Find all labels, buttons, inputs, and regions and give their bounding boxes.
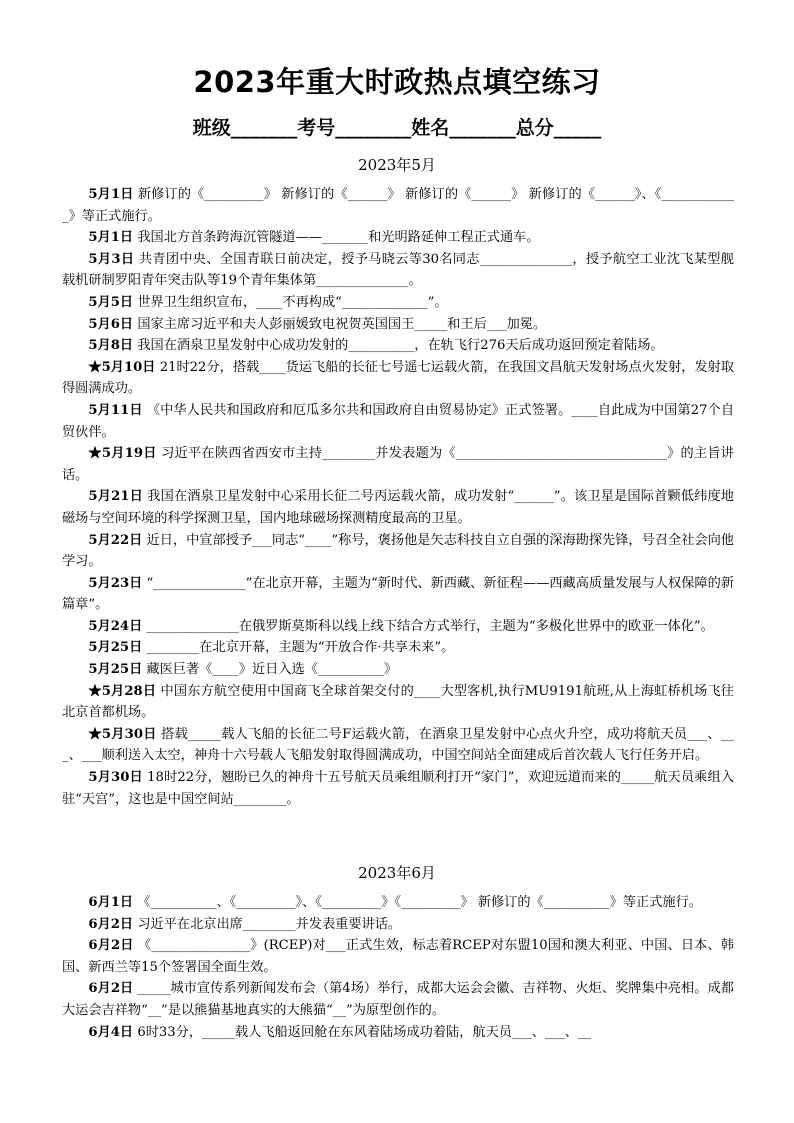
entry-item <box>62 184 734 227</box>
entry-date: 6月2日 <box>88 938 134 954</box>
entry-date: 6月4日 <box>88 1024 134 1040</box>
entry-date: 6月2日 <box>88 916 134 932</box>
entry-item <box>62 357 734 400</box>
entry-item <box>62 935 734 978</box>
entry-item <box>62 486 734 529</box>
entry-text: 我国北方首条跨海沉管隧道——_______和光明路延伸工程正式通车。 <box>133 230 540 246</box>
entry-text: 我国在酒泉卫星发射中心成功发射的__________，在轨飞行276天后成功返回预定着陆场。 <box>133 338 664 354</box>
entry-date: 6月1日 <box>88 895 134 910</box>
entry-item <box>62 227 734 249</box>
june-entries <box>62 892 734 1043</box>
entry-date: 5月21日 <box>88 489 143 505</box>
entry-text: 藏医巨著《____》近日入选《__________》 <box>142 662 398 678</box>
entry-text: ______________在俄罗斯莫斯科以线上线下结合方式举行，主题为“多极化世界中的欧亚一体化”。 <box>142 618 714 634</box>
entry-date: 5月30日 <box>88 770 143 786</box>
entry-text: 我国在酒泉卫星发射中心采用长征二号丙运载火箭，成功发射“______”。该卫星是国际首颗低纬度地磁场与空间环境的科学探测卫星，国内地球磁场探测精度最高的卫星。 <box>62 489 734 526</box>
entry-text: ________在北京开幕，主题为“开放合作·共享未来”。 <box>142 640 455 656</box>
entry-date: 5月24日 <box>88 618 143 634</box>
entry-item <box>62 914 734 936</box>
entry-date: ★5月19日 <box>88 446 157 462</box>
entry-date: ★5月28日 <box>88 683 157 699</box>
entry-text: _____城市宣传系列新闻发布会（第4场）举行，成都大运会会徽、吉祥物、火炬、奖牌集中亮相。成都大运会吉祥物“__”是以熊猫基地真实的大熊猫“__”为原型创作的。 <box>62 981 734 1018</box>
entry-item <box>62 530 734 573</box>
entry-date: 5月22日 <box>88 532 143 548</box>
entry-date: 5月11日 <box>88 402 143 418</box>
entry-text: 中国东方航空使用中国商飞全球首架交付的____大型客机,执行MU9191航班,从上海虹桥机场飞往北京首都机场。 <box>62 683 734 721</box>
entry-date: 5月6日 <box>88 316 134 332</box>
entry-date: 6月2日 <box>88 981 134 997</box>
entry-text: 搭载_____载人飞船的长征二号F运载火箭，在酒泉卫星发射中心点火升空，成功将航天员___、___、___顺利送入太空，神舟十六号载人飞船发射取得圆满成功，中国空间站全面建成后首次载人飞行任务开启。 <box>62 726 735 764</box>
entry-item <box>62 637 734 659</box>
entry-item <box>62 335 734 357</box>
entry-text: 新修订的《_________》 新修订的《______》 新修订的《______》 新修订的《______》、《____________》等正式施行。 <box>62 187 734 224</box>
entry-item <box>62 616 734 638</box>
entry-date: 5月8日 <box>88 338 134 354</box>
entry-item <box>62 400 734 443</box>
entry-date: 5月25日 <box>88 640 143 656</box>
entry-text: 习近平在北京出席________并发表重要讲话。 <box>133 916 402 932</box>
entry-date: 5月23日 <box>88 575 143 591</box>
entry-item <box>62 767 734 810</box>
entry-text: 国家主席习近平和夫人彭丽媛致电祝贺英国国王_____和王后___加冕。 <box>133 316 547 332</box>
entry-item <box>62 573 734 616</box>
entry-item <box>62 314 734 336</box>
entry-text: 世界卫生组织宣布，____不再构成“_____________”。 <box>133 294 448 310</box>
entry-item <box>62 1022 734 1044</box>
entry-text: 共青团中央、全国青联日前决定，授予马晓云等30名同志______________，授予航空工业沈飞某型舰载机研制罗阳青年突击队等19个青年集体第______________。 <box>62 251 734 289</box>
entry-date: 5月1日 <box>88 230 134 246</box>
entry-text: 《__________、《_________》、《_________》《_________》 新修订的《__________》等正式施行。 <box>133 895 702 910</box>
may-entries <box>62 184 734 810</box>
entry-item <box>62 292 734 314</box>
entry-item <box>62 249 734 292</box>
entry-item <box>62 724 734 767</box>
entry-item <box>62 443 734 486</box>
section-heading-june: 2023年6月 <box>358 864 436 882</box>
entry-date: 5月3日 <box>88 251 135 267</box>
entry-text: 21时22分，搭载____货运飞船的长征七号遥七运载火箭，在我国文昌航天发射场点火发射，发射取得圆满成功。 <box>62 359 735 397</box>
entry-text: 《_______________》(RCEP)对___正式生效，标志着RCEP对东盟10国和澳大利亚、中国、日本、韩国、新西兰等15个签署国全面生效。 <box>62 938 734 975</box>
entry-text: 6时33分，_____载人飞船返回舱在东风着陆场成功着陆，航天员___、___、__ <box>133 1024 592 1040</box>
entry-text: 近日，中宣部授予___同志“____”称号，褒扬他是矢志科技自立自强的深海勘探先锋，号召全社会向他学习。 <box>62 532 734 570</box>
section-heading-may: 2023年5月 <box>358 156 436 174</box>
entry-item <box>62 978 734 1021</box>
entry-item <box>62 681 734 724</box>
student-info-line: 班级_______考号________姓名_______总分_____ <box>192 117 602 139</box>
entry-text: 《中华人民共和国政府和厄瓜多尔共和国政府自由贸易协定》正式签署。____自此成为中国第27个自贸伙伴。 <box>62 402 734 440</box>
entry-date: 5月5日 <box>88 294 134 310</box>
entry-date: 5月25日 <box>88 662 143 678</box>
entry-date: ★5月10日 <box>88 359 156 375</box>
entry-date: ★5月30日 <box>88 726 157 742</box>
entry-text: 习近平在陕西省西安市主持________并发表题为《________________________________》的主旨讲话。 <box>62 446 734 483</box>
entry-date: 5月1日 <box>88 187 134 202</box>
entry-text: 18时22分，翘盼已久的神舟十五号航天员乘组顺利打开“家门”，欢迎远道而来的_____航天员乘组入驻“天宫”，这也是中国空间站________。 <box>62 770 735 807</box>
entry-text: “______________”在北京开幕，主题为“新时代、新西藏、新征程——西藏高质量发展与人权保障的新篇章”。 <box>62 575 735 613</box>
entry-item <box>62 892 734 914</box>
entry-item <box>62 659 734 681</box>
page-title: 2023年重大时政热点填空练习 <box>193 65 601 99</box>
